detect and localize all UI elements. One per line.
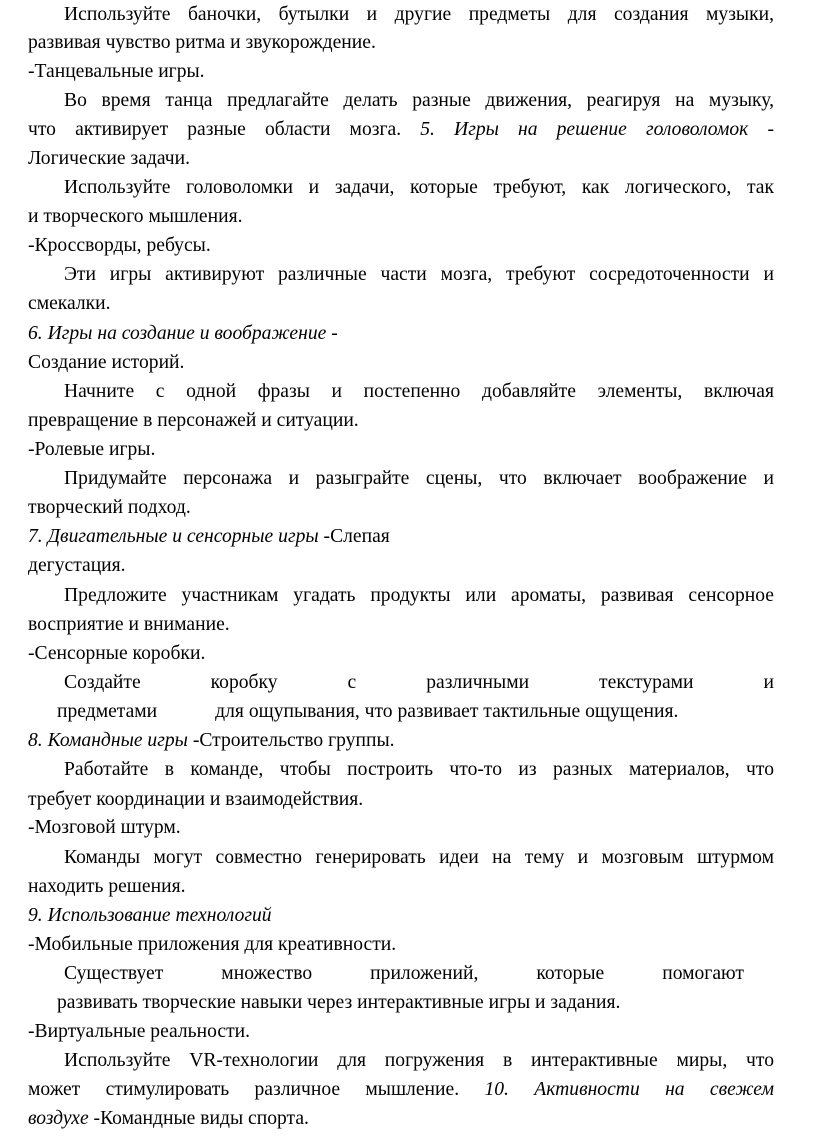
text-line: Используйте VR-технологии для погружения в интерактивные миры, что [64, 1050, 774, 1071]
section-heading-6: 6. Игры на создание и воображение [28, 323, 327, 344]
text-line [28, 1076, 774, 1104]
text-line: Создание историй. [28, 352, 185, 373]
text-fragment: -Строительство группы. [187, 730, 395, 751]
text-line: -Мозговой штурм. [28, 817, 181, 838]
text-line: превращение в персонажей и ситуации. [28, 410, 359, 431]
text-line: требует координации и взаимодействия. [28, 789, 364, 810]
text-line [28, 116, 774, 144]
text-line: развивать творческие навыки через интерактивные игры и задания. [57, 992, 621, 1013]
section-heading-10: 10. Активности на свежем [484, 1079, 774, 1100]
text-fragment: - [326, 323, 338, 344]
text-line: Эти игры активируют различные части мозга, требуют сосредоточенности и [64, 264, 774, 285]
text-fragment: предметами [57, 701, 158, 722]
text-line: -Мобильные приложения для креативности. [28, 934, 397, 955]
text-line [28, 1105, 774, 1133]
text-fragment: может стимулировать различное мышление. [28, 1079, 460, 1100]
text-line: -Танцевальные игры. [28, 61, 205, 82]
section-heading-8: 8. Командные игры [28, 730, 188, 751]
text-line: находить решения. [28, 876, 186, 897]
text-line [28, 727, 774, 755]
text-line [28, 523, 774, 551]
text-line: и творческого мышления. [28, 206, 243, 227]
text-fragment: для ощупывания, что развивает тактильные ощущения. [215, 701, 679, 722]
text-line: восприятие и внимание. [28, 614, 230, 635]
text-line: развивая чувство ритма и звукорождение. [28, 32, 376, 53]
text-line: Используйте баночки, бутылки и другие предметы для создания музыки, [64, 4, 774, 25]
text-line: Работайте в команде, чтобы построить что-то из разных материалов, что [64, 759, 774, 780]
text-line: смекалки. [28, 293, 111, 314]
text-line: -Виртуальные реальности. [28, 1021, 251, 1042]
text-line: Логические задачи. [28, 148, 191, 169]
text-line: дегустация. [28, 555, 126, 576]
text-line: -Кроссворды, ребусы. [28, 235, 211, 256]
text-line [28, 698, 774, 726]
text-line: Предложите участникам угадать продукты или ароматы, развивая сенсорное [64, 585, 774, 606]
text-fragment: -Слепая [318, 526, 390, 547]
text-line: -Ролевые игры. [28, 439, 156, 460]
text-line: Команды могут совместно генерировать идеи на тему и мозговым штурмом [64, 847, 774, 868]
text-line: -Сенсорные коробки. [28, 643, 206, 664]
text-line: Создайте коробку с различными текстурами и [64, 672, 774, 693]
text-line: Во время танца предлагайте делать разные движения, реагируя на музыку, [64, 90, 774, 111]
text-line: творческий подход. [28, 497, 191, 518]
text-line: Начните с одной фразы и постепенно добавляйте элементы, включая [64, 381, 774, 402]
section-heading-7: 7. Двигательные и сенсорные игры [28, 526, 319, 547]
text-line: Существует множество приложений, которые помогают [64, 963, 744, 984]
text-line [28, 320, 774, 348]
section-heading-10-cont: воздухе [28, 1108, 89, 1129]
section-heading-9: 9. Использование технологий [28, 905, 272, 926]
text-fragment: - [767, 119, 774, 140]
text-line: Придумайте персонажа и разыграйте сцены, что включает воображение и [64, 468, 774, 489]
text-line: Используйте головоломки и задачи, которые требуют, как логического, так [64, 177, 774, 198]
section-heading-5: 5. Игры на решение головоломок [420, 119, 749, 140]
text-fragment: -Командные виды спорта. [88, 1108, 309, 1129]
text-fragment: что активирует разные области мозга. [28, 119, 402, 140]
